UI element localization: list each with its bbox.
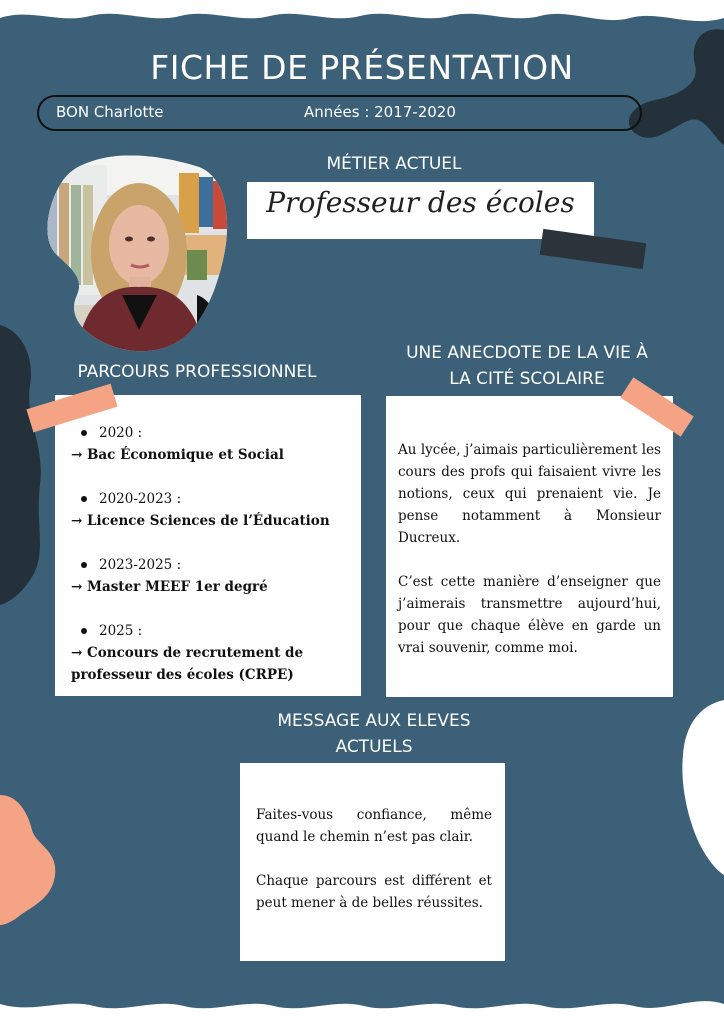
bottom-wave-decoration <box>0 984 724 1024</box>
profile-photo <box>47 155 232 353</box>
message-heading-line1: MESSAGE AUX ELEVES <box>277 711 471 731</box>
message-paragraph: Faites-vous confiance, même quand le chemin n’est pas clair. <box>256 807 492 845</box>
career-card <box>55 395 361 696</box>
dark-blob-top-right <box>620 25 724 150</box>
career-item <box>71 554 349 598</box>
anecdote-paragraph: C’est cette manière d’enseigner que j’aimerais transmettre aujourd’hui, pour que chaque élève en garde un vrai souvenir, comme moi. <box>398 574 661 656</box>
career-year: 2020 : <box>99 425 143 441</box>
career-year: 2023-2025 : <box>99 557 182 573</box>
career-item <box>71 488 349 532</box>
career-desc: → Bac Économique et Social <box>71 447 284 463</box>
white-blob-right <box>680 700 724 875</box>
anecdote-card <box>386 396 673 697</box>
message-card <box>240 763 505 961</box>
job-title: Professeur des écoles <box>266 186 575 219</box>
career-heading: PARCOURS PROFESSIONNEL <box>77 362 317 382</box>
tape-dark-job <box>540 229 647 269</box>
message-paragraph: Chaque parcours est différent et peut mener à de belles réussites. <box>256 873 492 911</box>
anecdote-heading-line2: LA CITÉ SCOLAIRE <box>449 369 605 389</box>
message-heading <box>234 708 514 760</box>
anecdote-heading-line1: UNE ANECDOTE DE LA VIE À <box>406 343 648 363</box>
bullet-dot <box>81 430 87 436</box>
bullet-dot <box>81 628 87 634</box>
salmon-blob-bottom-left <box>0 795 60 925</box>
career-year: 2020-2023 : <box>99 491 182 507</box>
page-title: FICHE DE PRÉSENTATION <box>150 48 574 87</box>
career-desc: → Concours de recrutement de professeur des écoles (CRPE) <box>71 645 304 683</box>
dark-blob-left <box>0 325 50 605</box>
bullet-dot <box>81 562 87 568</box>
career-item <box>71 620 349 686</box>
message-heading-line2: ACTUELS <box>335 737 413 757</box>
bullet-dot <box>81 496 87 502</box>
school-years: Années : 2017-2020 <box>304 103 456 121</box>
top-wave-decoration <box>0 0 724 40</box>
career-desc: → Licence Sciences de l’Éducation <box>71 513 330 529</box>
student-name: BON Charlotte <box>56 103 164 121</box>
anecdote-paragraph: Au lycée, j’aimais particulièrement les cours des profs qui faisaient vivre les notions, ceux qui prenaient vie. Je pense notamment à Monsieur Ducreux. <box>398 442 661 546</box>
career-year: 2025 : <box>99 623 143 639</box>
job-heading: MÉTIER ACTUEL <box>326 154 462 174</box>
career-desc: → Master MEEF 1er degré <box>71 579 268 595</box>
career-item <box>71 422 349 466</box>
